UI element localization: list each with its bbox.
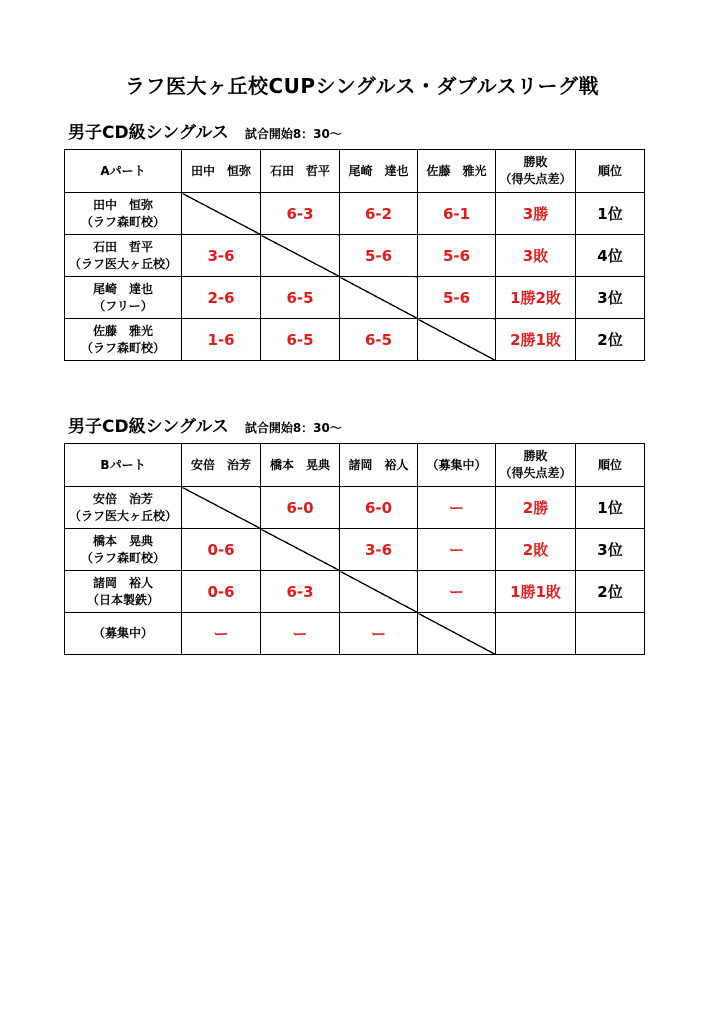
score-cell: 6-2 <box>340 193 418 235</box>
table-row <box>65 277 645 319</box>
result-cell: 3敗 <box>496 235 576 277</box>
rank-cell: 1位 <box>576 193 645 235</box>
player-club: （ラフ医大ヶ丘校） <box>68 508 177 523</box>
score-cell: ー <box>261 613 340 655</box>
score-cell: 5-6 <box>418 277 496 319</box>
score-cell: ー <box>418 529 496 571</box>
result-cell <box>496 613 576 655</box>
result-cell: 2敗 <box>496 529 576 571</box>
player-name: 尾崎 達也 <box>92 281 153 296</box>
section-b-subtitle: 男子CD級シングルス <box>68 417 229 437</box>
diagonal-cell <box>182 193 261 235</box>
score-cell: 6-5 <box>261 319 340 361</box>
player-cell <box>65 571 182 613</box>
diagonal-cell <box>340 277 418 319</box>
column-player: 橋本 晃典 <box>261 444 340 487</box>
result-header-line1: 勝敗 <box>523 155 548 169</box>
result-cell: 1勝2敗 <box>496 277 576 319</box>
score-cell: 6-3 <box>261 571 340 613</box>
diagonal-cell <box>261 529 340 571</box>
player-name: 橋本 晃典 <box>92 533 153 548</box>
player-cell <box>65 487 182 529</box>
score-cell: 1-6 <box>182 319 261 361</box>
result-header-line2: （得失点差） <box>499 466 572 480</box>
score-cell: 5-6 <box>418 235 496 277</box>
table-row <box>65 571 645 613</box>
score-cell: 5-6 <box>340 235 418 277</box>
rank-header: 順位 <box>576 150 645 193</box>
score-cell: 6-5 <box>261 277 340 319</box>
result-header <box>496 444 576 487</box>
player-cell <box>65 193 182 235</box>
score-cell: ー <box>182 613 261 655</box>
rank-cell: 2位 <box>576 571 645 613</box>
player-club: （ラフ森町校） <box>80 340 165 355</box>
rank-header: 順位 <box>576 444 645 487</box>
player-name: 諸岡 裕人 <box>92 575 153 590</box>
score-cell: ー <box>418 487 496 529</box>
player-cell <box>65 277 182 319</box>
league-table-b <box>64 443 645 655</box>
column-player: 田中 恒弥 <box>182 150 261 193</box>
section-a-start-time: 試合開始8：30～ <box>244 127 342 141</box>
column-player: 石田 哲平 <box>261 150 340 193</box>
player-cell <box>65 235 182 277</box>
column-player: 佐藤 雅光 <box>418 150 496 193</box>
player-club: （ラフ森町校） <box>80 550 165 565</box>
section-a-header <box>68 118 342 143</box>
section-b-start-time: 試合開始8：30～ <box>244 421 342 435</box>
table-header-row <box>65 444 645 487</box>
player-name: 石田 哲平 <box>92 239 153 254</box>
score-cell: 6-0 <box>340 487 418 529</box>
table-header-row <box>65 150 645 193</box>
score-cell: ー <box>340 613 418 655</box>
player-club: （フリー） <box>93 298 153 313</box>
section-a-subtitle: 男子CD級シングルス <box>68 123 229 143</box>
result-header <box>496 150 576 193</box>
rank-cell: 4位 <box>576 235 645 277</box>
league-table-a <box>64 149 645 361</box>
column-player: （募集中） <box>418 444 496 487</box>
result-header-line1: 勝敗 <box>523 449 548 463</box>
table-row <box>65 529 645 571</box>
score-cell: ー <box>418 571 496 613</box>
player-cell <box>65 319 182 361</box>
rank-cell: 3位 <box>576 529 645 571</box>
result-cell: 2勝 <box>496 487 576 529</box>
table-row <box>65 319 645 361</box>
diagonal-cell <box>418 319 496 361</box>
table-row <box>65 193 645 235</box>
player-name: 佐藤 雅光 <box>92 323 153 338</box>
score-cell: 6-1 <box>418 193 496 235</box>
rank-cell: 3位 <box>576 277 645 319</box>
diagonal-cell <box>261 235 340 277</box>
score-cell: 0-6 <box>182 571 261 613</box>
result-cell: 1勝1敗 <box>496 571 576 613</box>
table-row <box>65 487 645 529</box>
player-club: （ラフ森町校） <box>80 214 165 229</box>
diagonal-cell <box>182 487 261 529</box>
diagonal-cell <box>418 613 496 655</box>
result-cell: 3勝 <box>496 193 576 235</box>
player-cell <box>65 613 182 655</box>
page-title: ラフ医大ヶ丘校CUPシングルス・ダブルスリーグ戦 <box>124 74 600 98</box>
player-club: （ラフ医大ヶ丘校） <box>68 256 177 271</box>
rank-cell: 2位 <box>576 319 645 361</box>
score-cell: 2-6 <box>182 277 261 319</box>
diagonal-cell <box>340 571 418 613</box>
part-label: Bパート <box>65 444 182 487</box>
player-name: （募集中） <box>92 626 153 640</box>
rank-cell <box>576 613 645 655</box>
table-row <box>65 613 645 655</box>
score-cell: 6-3 <box>261 193 340 235</box>
score-cell: 6-0 <box>261 487 340 529</box>
score-cell: 0-6 <box>182 529 261 571</box>
score-cell: 6-5 <box>340 319 418 361</box>
result-cell: 2勝1敗 <box>496 319 576 361</box>
player-club: （日本製鉄） <box>86 592 159 607</box>
part-label: Aパート <box>65 150 182 193</box>
column-player: 安倍 治芳 <box>182 444 261 487</box>
score-cell: 3-6 <box>182 235 261 277</box>
player-name: 田中 恒弥 <box>92 197 153 212</box>
table-row <box>65 235 645 277</box>
result-header-line2: （得失点差） <box>499 172 572 186</box>
column-player: 尾崎 達也 <box>340 150 418 193</box>
score-cell: 3-6 <box>340 529 418 571</box>
rank-cell: 1位 <box>576 487 645 529</box>
player-name: 安倍 治芳 <box>92 491 153 506</box>
player-cell <box>65 529 182 571</box>
section-b-header <box>68 412 342 437</box>
column-player: 諸岡 裕人 <box>340 444 418 487</box>
